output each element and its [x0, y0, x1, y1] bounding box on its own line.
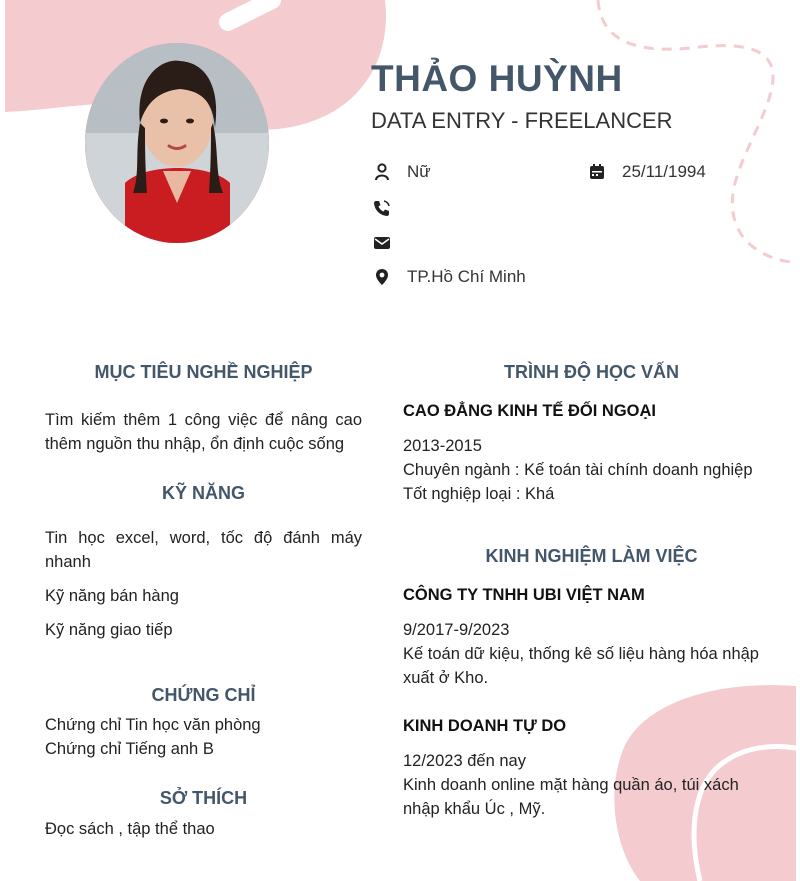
skill-item: Tin học excel, word, tốc độ đánh máy nhanh — [45, 529, 362, 571]
profile-photo — [85, 43, 269, 243]
job-title: DATA ENTRY - FREELANCER — [371, 108, 673, 133]
certificate-item: Chứng chỉ Tiếng anh B — [45, 740, 214, 758]
objective-text: Tìm kiếm thêm 1 công việc để nâng cao thêm nguồn thu nhập, ổn định cuộc sống — [45, 411, 362, 453]
location-row — [372, 267, 572, 289]
education-grade: Tốt nghiệp loại : Khá — [403, 485, 555, 503]
calendar-icon — [587, 162, 607, 182]
skill-item: Kỹ năng giao tiếp — [45, 621, 173, 639]
hobbies-heading: SỞ THÍCH — [159, 788, 248, 808]
job-description: Kế toán dữ kiệu, thống kê số liệu hàng hóa nhập xuất ở Kho. — [403, 645, 759, 687]
education-school: CAO ĐẲNG KINH TẾ ĐỐI NGOẠI — [403, 402, 657, 420]
map-pin-icon — [372, 267, 392, 287]
location-value: TP.Hồ Chí Minh — [407, 267, 526, 286]
avatar — [85, 43, 269, 243]
objective-heading: MỤC TIÊU NGHỀ NGHIỆP — [94, 362, 313, 382]
job-company: CÔNG TY TNHH UBI VIỆT NAM — [403, 586, 645, 604]
job-company: KINH DOANH TỰ DO — [403, 717, 567, 735]
job-period: 12/2023 đến nay — [403, 752, 526, 770]
hobbies-text: Đọc sách , tập thể thao — [45, 820, 215, 838]
profile-name: THẢO HUỲNH — [371, 58, 623, 99]
phone-row — [372, 198, 552, 220]
birthdate-row — [587, 162, 767, 184]
skill-item: Kỹ năng bán hàng — [45, 587, 179, 605]
gender-row — [372, 162, 552, 184]
job-description: Kinh doanh online mặt hàng quần áo, túi xách nhập khẩu Úc , Mỹ. — [403, 776, 739, 818]
user-icon — [372, 162, 392, 182]
phone-icon — [372, 198, 392, 218]
job-period: 9/2017-9/2023 — [403, 621, 510, 639]
mail-icon — [372, 233, 392, 253]
certificates-heading: CHỨNG CHỈ — [151, 685, 256, 705]
certificate-item: Chứng chỉ Tin học văn phòng — [45, 716, 261, 734]
experience-heading: KINH NGHIỆM LÀM VIỆC — [485, 546, 698, 566]
birthdate-value: 25/11/1994 — [622, 162, 706, 181]
education-heading: TRÌNH ĐỘ HỌC VẤN — [504, 362, 679, 382]
skills-heading: KỸ NĂNG — [161, 483, 245, 503]
education-major: Chuyên ngành : Kế toán tài chính doanh nghiệp — [403, 461, 753, 479]
gender-value: Nữ — [407, 162, 431, 181]
education-period: 2013-2015 — [403, 437, 482, 455]
email-row — [372, 233, 552, 255]
